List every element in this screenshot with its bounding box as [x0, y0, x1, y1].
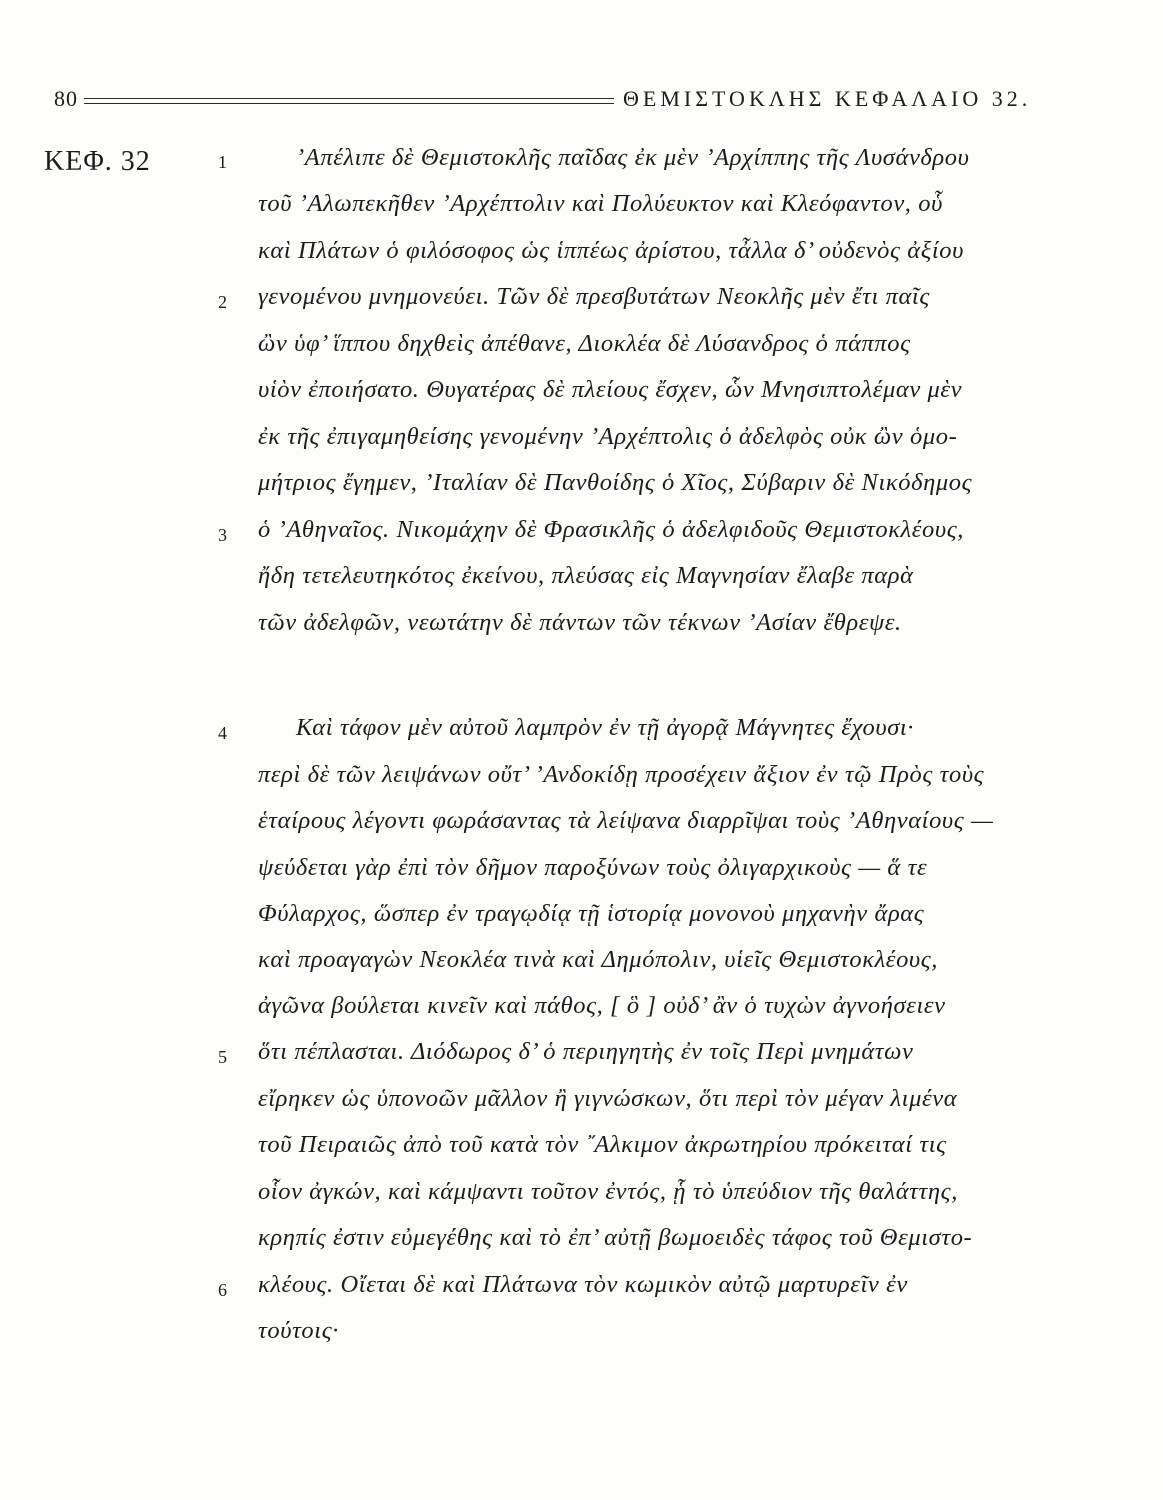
text-line: καὶ προαγαγὼν Νεοκλέα τινὰ καὶ Δημόπολιν, υἱεῖς Θεμιστοκλέους,: [258, 946, 939, 973]
text-line: Φύλαρχος, ὥσπερ ἐν τραγῳδίᾳ τῇ ἱστορίᾳ μονονοὺ μηχανὴν ἄρας: [258, 900, 925, 927]
text-line: ἑταίρους λέγοντι φωράσαντας τὰ λείψανα διαρρῖψαι τοὺς ’Αθηναίους —: [258, 807, 994, 834]
text-line: τοῦ ’Αλωπεκῆθεν ’Αρχέπτολιν καὶ Πολύευκτον καὶ Κλεόφαντον, οὗ: [258, 190, 943, 217]
text-line: Καὶ τάφον μὲν αὐτοῦ λαμπρὸν ἐν τῇ ἀγορᾷ Μάγνητες ἔχουσι·: [296, 714, 915, 741]
page-number: 80: [54, 86, 78, 111]
header-double-rule: [84, 98, 614, 104]
section-number: 3: [218, 525, 227, 545]
text-line: ὁ ’Αθηναῖος. Νικομάχην δὲ Φρασικλῆς ὁ ἀδελφιδοῦς Θεμιστοκλέους,: [258, 516, 964, 543]
text-line: κρηπίς ἐστιν εὐμεγέθης καὶ τὸ ἐπ’ αὐτῇ βωμοειδὲς τάφος τοῦ Θεμιστο-: [258, 1224, 973, 1251]
text-line: οἷον ἀγκών, καὶ κάμψαντι τοῦτον ἐντός, ᾗ τὸ ὑπεύδιον τῆς θαλάττης,: [258, 1178, 958, 1205]
section-number: 2: [218, 292, 227, 312]
text-line: μήτριος ἔγημεν, ’Ιταλίαν δὲ Πανθοίδης ὁ Χῖος, Σύβαριν δὲ Νικόδημος: [258, 469, 973, 496]
text-line: ἐκ τῆς ἐπιγαμηθείσης γενομένην ’Αρχέπτολις ὁ ἀδελφὸς οὐκ ὢν ὁμο-: [258, 423, 958, 450]
text-line: κλέους. Οἴεται δὲ καὶ Πλάτωνα τὸν κωμικὸν αὐτῷ μαρτυρεῖν ἐν: [258, 1271, 908, 1298]
section-number: 1: [218, 152, 227, 172]
text-line: ἀγῶνα βούλεται κινεῖν καὶ πάθος, [ ὃ ] οὐδ’ ἂν ὁ τυχὼν ἀγνοήσειεν: [258, 992, 946, 1019]
chapter-label: ΚΕΦ. 32: [44, 146, 151, 177]
text-line: ’Απέλιπε δὲ Θεμιστοκλῆς παῖδας ἐκ μὲν ’Αρχίππης τῆς Λυσάνδρου: [296, 144, 970, 171]
text-line: εἴρηκεν ὡς ὑπονοῶν μᾶλλον ἢ γιγνώσκων, ὅτι περὶ τὸν μέγαν λιμένα: [258, 1085, 958, 1112]
text-line: ὢν ὑφ’ ἵππου δηχθεὶς ἀπέθανε, Διοκλέα δὲ Λύσανδρος ὁ πάππος: [258, 330, 911, 357]
text-line: ἤδη τετελευτηκότος ἐκείνου, πλεύσας εἰς Μαγνησίαν ἔλαβε παρὰ: [258, 562, 914, 589]
text-line: περὶ δὲ τῶν λειψάνων οὔτ’ ’Ανδοκίδῃ προσέχειν ἄξιον ἐν τῷ Πρὸς τοὺς: [258, 761, 985, 788]
text-line: γενομένου μνημονεύει. Τῶν δὲ πρεσβυτάτων Νεοκλῆς μὲν ἔτι παῖς: [258, 283, 930, 310]
text-line: τοῦ Πειραιῶς ἀπὸ τοῦ κατὰ τὸν ῎Αλκιμον ἀκρωτηρίου πρόκειταί τις: [258, 1131, 947, 1158]
text-line: ψεύδεται γὰρ ἐπὶ τὸν δῆμον παροξύνων τοὺς ὀλιγαρχικοὺς — ἅ τε: [258, 854, 928, 881]
section-number: 6: [218, 1280, 227, 1300]
section-number: 4: [218, 723, 227, 743]
text-line: καὶ Πλάτων ὁ φιλόσοφος ὡς ἱππέως ἀρίστου, τἆλλα δ’ οὐδενὸς ἀξίου: [258, 237, 964, 264]
text-line: ὅτι πέπλασται. Διόδωρος δ’ ὁ περιηγητὴς ἐν τοῖς Περὶ μνημάτων: [258, 1038, 914, 1065]
text-line: τῶν ἀδελφῶν, νεωτάτην δὲ πάντων τῶν τέκνων ’Ασίαν ἔθρεψε.: [258, 609, 902, 636]
text-line: υἱὸν ἐποιήσατο. Θυγατέρας δὲ πλείους ἔσχεν, ὧν Μνησιπτολέμαν μὲν: [258, 376, 963, 403]
section-number: 5: [218, 1047, 227, 1067]
running-title: ΘΕΜΙΣΤΟΚΛΗΣ ΚΕΦΑΛΑΙΟ 32.: [623, 86, 1032, 111]
running-header: [54, 86, 1046, 116]
text-line: τούτοις·: [258, 1317, 339, 1344]
